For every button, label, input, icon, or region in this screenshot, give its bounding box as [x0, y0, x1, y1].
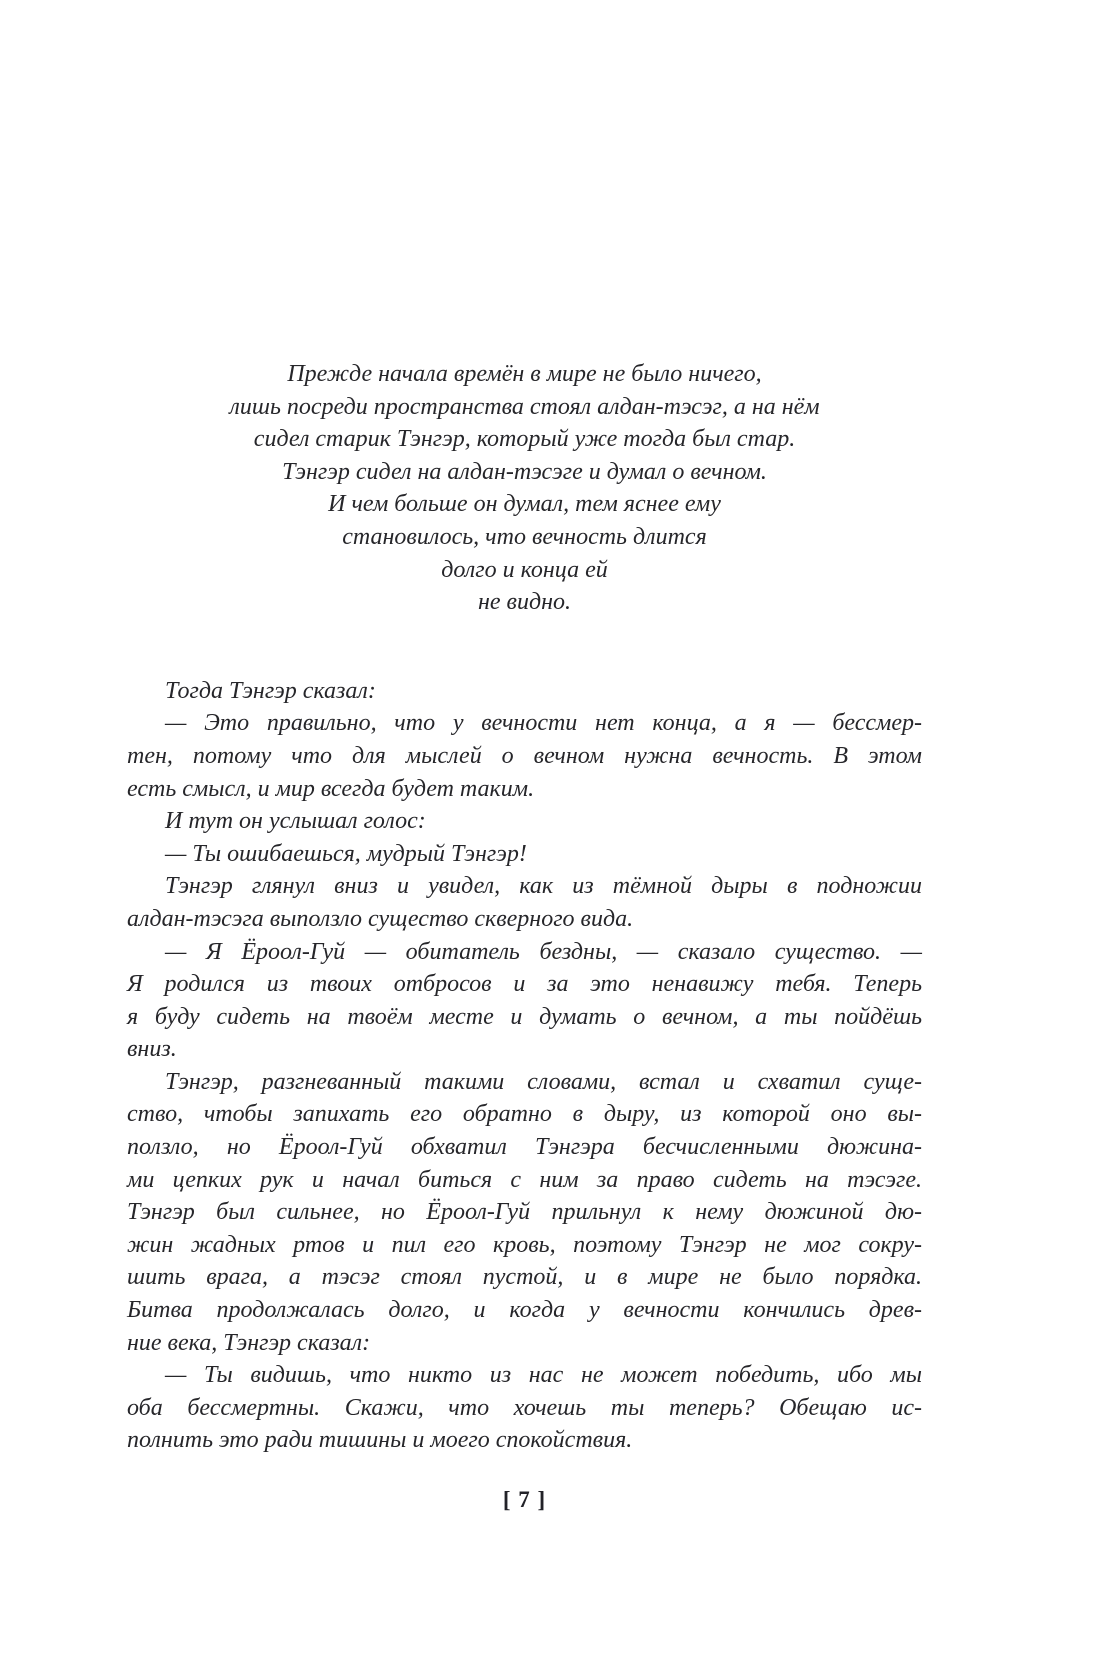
paragraph	[127, 936, 922, 1066]
paragraph	[127, 675, 922, 708]
text-line: есть смысл, и мир всегда будет таким.	[127, 775, 535, 802]
text-line: оба бессмертны. Скажи, что хочешь ты теперь? Обещаю ис-	[127, 1394, 922, 1421]
epigraph-line: Тэнгэр сидел на алдан-тэсэге и думал о вечном.	[282, 458, 767, 485]
epigraph-line: сидел старик Тэнгэр, который уже тогда был стар.	[253, 426, 796, 453]
text-line: ми цепких рук и начал биться с ним за право сидеть на тэсэге.	[127, 1166, 922, 1193]
epigraph	[127, 358, 922, 619]
epigraph-line: не видно.	[477, 589, 572, 616]
text-line: ползло, но Ёроол-Гуй обхватил Тэнгэра бесчисленными дюжина-	[127, 1134, 922, 1161]
text-line: ние века, Тэнгэр сказал:	[127, 1329, 371, 1356]
paragraph	[127, 1066, 922, 1359]
text-line: Тэнгэр глянул вниз и увидел, как из тёмной дыры в подножии	[165, 873, 922, 900]
page-number: [ 7 ]	[502, 1487, 547, 1512]
epigraph-line: долго и конца ей	[441, 556, 608, 583]
text-line: Битва продолжалась долго, и когда у вечности кончились древ-	[127, 1297, 922, 1324]
text-line: жин жадных ртов и пил его кровь, поэтому Тэнгэр не мог сокру-	[127, 1231, 922, 1258]
epigraph-line: становилось, что вечность длится	[342, 523, 707, 550]
paragraph	[127, 870, 922, 935]
text-line: полнить это ради тишины и моего спокойствия.	[127, 1427, 633, 1454]
text-line: Я родился из твоих отбросов и за это ненавижу тебя. Теперь	[127, 971, 922, 998]
text-line: — Я Ёроол-Гуй — обитатель бездны, — сказало существо. —	[165, 938, 922, 965]
paragraph	[127, 838, 922, 871]
text-line: — Это правильно, что у вечности нет конца, а я — бессмер-	[165, 710, 922, 737]
page-footer	[127, 1487, 922, 1513]
text-line: ство, чтобы запихать его обратно в дыру, из которой оно вы-	[127, 1101, 922, 1128]
text-line: вниз.	[127, 1036, 177, 1063]
text-line: шить врага, а тэсэг стоял пустой, и в мире не было порядка.	[127, 1264, 922, 1291]
paragraph	[127, 805, 922, 838]
paragraph	[127, 1359, 922, 1457]
epigraph-line: лишь посреди пространства стоял алдан-тэсэг, а на нём	[229, 393, 820, 420]
text-line: тен, потому что для мыслей о вечном нужна вечность. В этом	[127, 742, 922, 769]
epigraph-line: Прежде начала времён в мире не было ничего,	[287, 361, 762, 387]
text-line: И тут он услышал голос:	[165, 808, 426, 835]
paragraph	[127, 707, 922, 805]
text-line: я буду сидеть на твоём месте и думать о вечном, а ты пойдёшь	[127, 1003, 922, 1030]
text-line: алдан-тэсэга выползло существо скверного вида.	[127, 905, 634, 932]
text-line: Тогда Тэнгэр сказал:	[165, 677, 376, 704]
body-text	[127, 675, 922, 1457]
epigraph-line: И чем больше он думал, тем яснее ему	[328, 491, 721, 518]
text-line: — Ты ошибаешься, мудрый Тэнгэр!	[165, 840, 527, 867]
text-line: — Ты видишь, что никто из нас не может победить, ибо мы	[165, 1362, 922, 1389]
text-line: Тэнгэр, разгневанный такими словами, встал и схватил суще-	[165, 1068, 922, 1095]
text-line: Тэнгэр был сильнее, но Ёроол-Гуй прильнул к нему дюжиной дю-	[127, 1199, 922, 1226]
